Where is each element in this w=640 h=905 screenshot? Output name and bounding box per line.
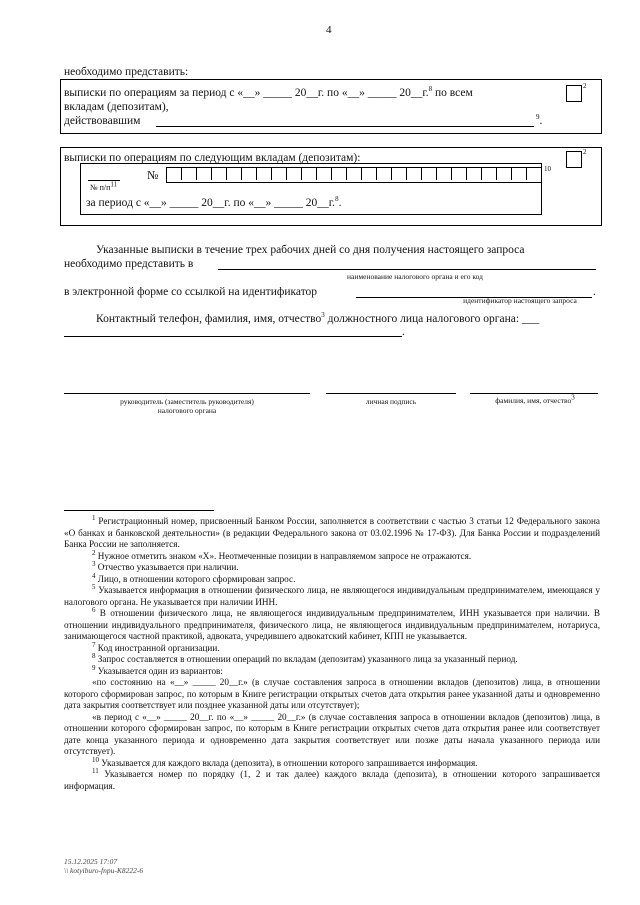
block2-line1: выписки по операциям по следующим вкладам (депозитам): [64,152,361,164]
footnote: $^6$ В отношении физического лица, не являющегося индивидуальным предпринимателем, ИНН указывается при наличии. В отношении индивидуального предпринимателя, физического лица, не являющегося индивидуальным предпринимателем, нотариуса, занимающегося частной практикой, адвоката, учредившего адвокатский кабинет, КПП не указывается. [64,605,601,641]
deposit-number-cells[interactable] [166,167,542,183]
checkbox-specific-deposits[interactable] [566,151,582,168]
footnote: $^{10}$ Указывается для каждого вклада (депозита), в отношении которого запрашивается информация. [92,755,478,768]
caption-identifier: идентификатор настоящего запроса [463,296,577,305]
block1-line1: выписки по операциям за период с «__» _____ 20__г. по «__» _____ 20__г.$^8$ по всем [64,85,473,99]
caption-personal: личная подпись [365,397,417,406]
footnote: $^5$ Указывается информация в отношении физического лица, не являющегося индивидуальным предпринимателем, имеющаяся у налогового органа. Не указывается при наличии ИНН. [64,582,600,607]
footnotes [64,513,601,792]
contact-entry-line[interactable] [64,336,402,337]
signature-fio-line[interactable] [470,393,598,394]
block2-period: за период с «__» _____ 20__г. по «__» _____ 20__г.$^8$. [86,195,342,209]
caption-tax-organ: наименование налогового органа и его код [347,272,483,281]
block1-entry-line[interactable] [156,126,534,127]
checkbox-footnote-ref: 2 [583,148,587,156]
page-number: 4 [326,24,332,36]
para2-end: . [593,286,596,298]
footer-stamp: 15.12.2025 17:07 \\ kotyiburo-fnpu-K8222-6 [64,857,144,875]
deposit-no-sign: № [147,168,159,182]
block1-line2: вкладам (депозитам), [64,101,169,113]
footnote: $^{11}$ Указывается номер по порядку (1, 2 и так далее) каждого вклада (депозита), в отношении которого запрашивается информация. [64,766,600,791]
no-pp-label: № п/п11 [90,180,118,192]
footnote: $^3$ Отчество указывается при наличии. [92,559,239,572]
checkbox-footnote-ref: 2 [583,82,587,90]
cells-footnote-ref: 10 [544,165,551,173]
para1b-text: необходимо представить в [64,258,194,270]
footnote: $^2$ Нужное отметить знаком «X». Неотмеченные позиции в направляемом запросе не отражаются. [92,548,472,561]
tax-organ-entry-line[interactable] [218,269,596,270]
para3-end2: . [402,326,405,338]
block1-line3: действовавшим [64,115,141,127]
caption-fio: фамилия, имя, отчество3 [495,393,575,405]
footnote: $^7$ Код иностранной организации. [92,640,220,653]
lead-text: необходимо представить: [64,66,189,78]
footnote-variant: «по состоянию на «__» _____ 20__г.» (в случае составления запроса в отношении вкладов (депозитов) лица, в отношении которого сформирован запрос, по которым в Книге регистрации открытых счетов дата открытия ранее указанной даты и одновременно дата закрытия соответствует или позднее указанной даты или отсутствует); [64,677,600,710]
footnote: $^9$ Указывается один из вариантов: [92,663,223,676]
para1-text: Указанные выписки в течение трех рабочих дней со дня получения настоящего запроса [96,244,525,256]
footnote: $^1$ Регистрационный номер, присвоенный Банком России, заполняется в соответствии с частью 3 статьи 12 Федерального закона «О банках и банковской деятельности» (в редакции Федерального закона от 03.02.1996 № 17-ФЗ). Для Банка России и подразделений Банка России не заполняется. [64,513,600,549]
footnote: $^4$ Лицо, в отношении которого сформирован запрос. [92,571,296,584]
footnote-separator [64,510,214,511]
footnote-variant: «в период с «__» _____ 20__г. по «__» _____ 20__г.» (в случае составления запроса в отношении вкладов (депозитов) лица, в отношении которого сформирован запрос, по которым в Книге регистрации открытых счетов дата открытия ранее или соответствует дате конца указанного периода и одновременно дата закрытия соответствует или позже даты начала указанного периода или отсутствует). [64,711,600,756]
checkbox-all-deposits[interactable] [566,85,582,102]
signature-role-line[interactable] [64,393,310,394]
signature-personal-line[interactable] [326,393,456,394]
para3-text: Контактный телефон, фамилия, имя, отчество$^3$ должностного лица налогового органа: ___ [96,311,540,325]
para2-text: в электронной форме со ссылкой на идентификатор [64,286,318,298]
caption-role: руководитель (заместитель руководителя) налогового органа [120,397,254,415]
footnote: $^8$ Запрос составляется в отношении операций по вкладам (депозитам) указанного лица за указанный период. [92,651,518,664]
block1-line3-end: $^9$. [536,113,543,127]
